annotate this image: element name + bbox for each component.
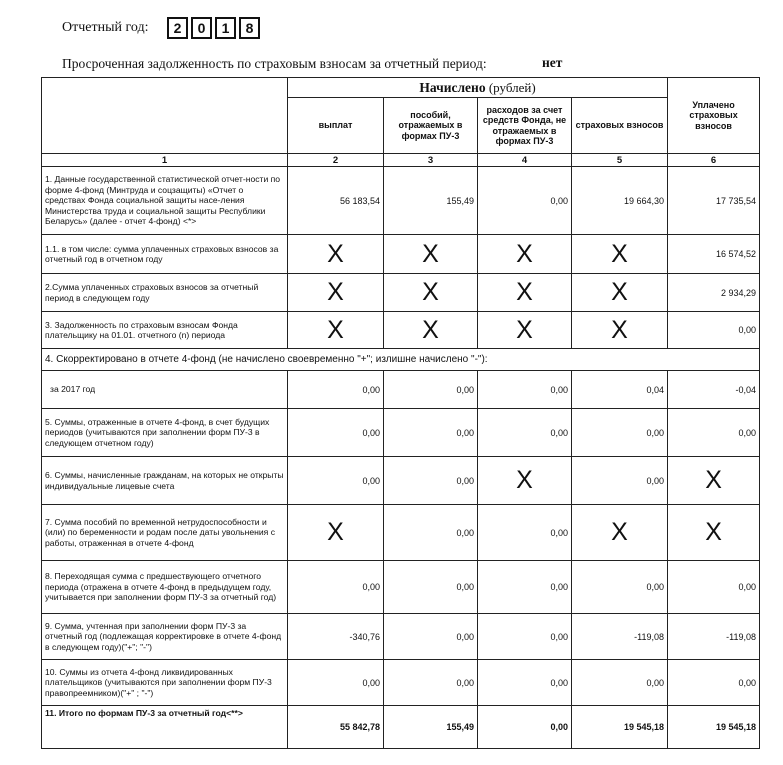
value-cell: 0,04 (572, 371, 668, 409)
table-total-row (42, 706, 760, 749)
table-row (42, 660, 760, 706)
value-cell: -0,04 (668, 371, 760, 409)
cross-mark: X (478, 312, 572, 349)
table-row (42, 167, 760, 235)
value-cell: -119,08 (668, 614, 760, 660)
value-cell: 0,00 (384, 614, 478, 660)
table-row (42, 371, 760, 409)
row-description: 3. Задолженность по страховым взносам Фонда плательщику на 01.01. отчетного (n) периода (42, 312, 288, 349)
column-number-row (42, 154, 760, 167)
year-digit-box: 0 (191, 17, 212, 39)
row-description: 2.Сумма уплаченных страховых взносов за отчетный период в следующем году (42, 274, 288, 312)
contributions-table (41, 77, 760, 749)
value-cell: 17 735,54 (668, 167, 760, 235)
value-cell: 0,00 (384, 561, 478, 614)
cross-mark: X (668, 457, 760, 505)
header-payments: выплат (288, 98, 384, 154)
value-cell: 56 183,54 (288, 167, 384, 235)
header-fund-expenses: расходов за счет средств Фонда, не отражаемых в формах ПУ-3 (478, 98, 572, 154)
column-number: 6 (668, 154, 760, 167)
value-cell: 0,00 (288, 409, 384, 457)
value-cell: 0,00 (288, 660, 384, 706)
table-row (42, 457, 760, 505)
value-cell: 0,00 (478, 614, 572, 660)
row-description: 10. Суммы из отчета 4-фонд ликвидированных плательщиков (учитываются при заполнении форм ПУ-3 правопреемником)("+" ; "-") (42, 660, 288, 706)
column-number: 3 (384, 154, 478, 167)
table-row (42, 349, 760, 371)
column-number: 1 (42, 154, 288, 167)
header-insurance-contributions: страховых взносов (572, 98, 668, 154)
header-blank-cell (42, 78, 288, 154)
value-cell: 0,00 (478, 371, 572, 409)
value-cell: 19 664,30 (572, 167, 668, 235)
row-description: 7. Сумма пособий по временной нетрудоспособности и (или) по беременности и родам после даты увольнения с работы, отраженная в отчете 4-фонд (42, 505, 288, 561)
overdue-debt-value: нет (542, 55, 563, 70)
row-description: 11. Итого по формам ПУ-3 за отчетный год<**> (42, 706, 288, 749)
table-row (42, 614, 760, 660)
value-cell: 0,00 (384, 660, 478, 706)
table-row (42, 235, 760, 274)
column-number: 2 (288, 154, 384, 167)
value-cell: -119,08 (572, 614, 668, 660)
value-cell: 0,00 (288, 371, 384, 409)
total-value-cell: 19 545,18 (668, 706, 760, 749)
value-cell: 0,00 (668, 660, 760, 706)
value-cell: 0,00 (572, 561, 668, 614)
value-cell: 0,00 (572, 409, 668, 457)
value-cell: 0,00 (384, 505, 478, 561)
value-cell: 0,00 (384, 409, 478, 457)
cross-mark: X (478, 457, 572, 505)
year-label: Отчетный год: (62, 20, 149, 35)
row-description: 8. Переходящая сумма с предшествующего отчетного периода (отражена в отчете 4-фонд в предыдущем году, учитывается при заполнении форм ПУ-3 за отчетный год) (42, 561, 288, 614)
row-description: 5. Суммы, отраженные в отчете 4-фонд, в счет будущих периодов (учитываются при заполнении форм ПУ-3 в следующем отчетном году) (42, 409, 288, 457)
accrued-header-units: (рублей) (485, 79, 536, 95)
value-cell: 0,00 (668, 561, 760, 614)
table-row (42, 274, 760, 312)
cross-mark: X (478, 235, 572, 274)
year-digit-box: 2 (167, 17, 188, 39)
cross-mark: X (384, 274, 478, 312)
cross-mark: X (572, 274, 668, 312)
cross-mark: X (288, 312, 384, 349)
value-cell: 0,00 (572, 660, 668, 706)
table-row (42, 409, 760, 457)
value-cell: 155,49 (384, 167, 478, 235)
table-row (42, 505, 760, 561)
value-cell: 0,00 (572, 457, 668, 505)
accrued-group-header (288, 78, 668, 98)
year-digit-box: 8 (239, 17, 260, 39)
cross-mark: X (288, 274, 384, 312)
cross-mark: X (572, 235, 668, 274)
cross-mark: X (668, 505, 760, 561)
table-row (42, 312, 760, 349)
cross-mark: X (572, 505, 668, 561)
table-header-row (42, 78, 760, 98)
cross-mark: X (572, 312, 668, 349)
row-description: 1. Данные государственной статистической отчет-ности по форме 4-фонд (Минтруда и соцзащиты) «Отчет о средствах Фонда социальной защиты насе-ления Министерства труда и социальной защиты Республики Беларусь» (далее - отчет 4-фонд) <*> (42, 167, 288, 235)
value-cell: 2 934,29 (668, 274, 760, 312)
year-boxes (167, 17, 263, 39)
cross-mark: X (288, 235, 384, 274)
total-value-cell: 19 545,18 (572, 706, 668, 749)
value-cell: 0,00 (288, 561, 384, 614)
cross-mark: X (288, 505, 384, 561)
total-value-cell: 55 842,78 (288, 706, 384, 749)
value-cell: 0,00 (478, 409, 572, 457)
column-number: 5 (572, 154, 668, 167)
row-description: 1.1. в том числе: сумма уплаченных страховых взносов за отчетный год в отчетном году (42, 235, 288, 274)
row-description: 4. Скорректировано в отчете 4-фонд (не начислено своевременно "+"; излишне начислено "-"): (42, 349, 760, 371)
total-value-cell: 155,49 (384, 706, 478, 749)
value-cell: 0,00 (668, 409, 760, 457)
cross-mark: X (478, 274, 572, 312)
year-digit-box: 1 (215, 17, 236, 39)
header-benefits-pu3: пособий, отражаемых в формах ПУ-3 (384, 98, 478, 154)
cross-mark: X (384, 235, 478, 274)
overdue-debt-label: Просроченная задолженность по страховым взносам за отчетный период: (62, 56, 487, 71)
value-cell: 0,00 (478, 167, 572, 235)
value-cell: 0,00 (384, 457, 478, 505)
value-cell: 0,00 (288, 457, 384, 505)
accrued-header-bold: Начислено (419, 79, 486, 95)
value-cell: 0,00 (384, 371, 478, 409)
column-number: 4 (478, 154, 572, 167)
value-cell: 0,00 (478, 660, 572, 706)
table-row (42, 561, 760, 614)
row-description: за 2017 год (42, 371, 288, 409)
value-cell: 0,00 (478, 561, 572, 614)
value-cell: 0,00 (668, 312, 760, 349)
value-cell: 16 574,52 (668, 235, 760, 274)
row-description: 9. Сумма, учтенная при заполнении форм ПУ-3 за отчетный год (подлежащая корректировке в отчете 4-фонд в следующем году)("+"; "-") (42, 614, 288, 660)
value-cell: -340,76 (288, 614, 384, 660)
total-value-cell: 0,00 (478, 706, 572, 749)
cross-mark: X (384, 312, 478, 349)
header-paid-contributions: Уплачено страховых взносов (668, 78, 760, 154)
row-description: 6. Суммы, начисленные гражданам, на которых не открыты индивидуальные лицевые счета (42, 457, 288, 505)
value-cell: 0,00 (478, 505, 572, 561)
